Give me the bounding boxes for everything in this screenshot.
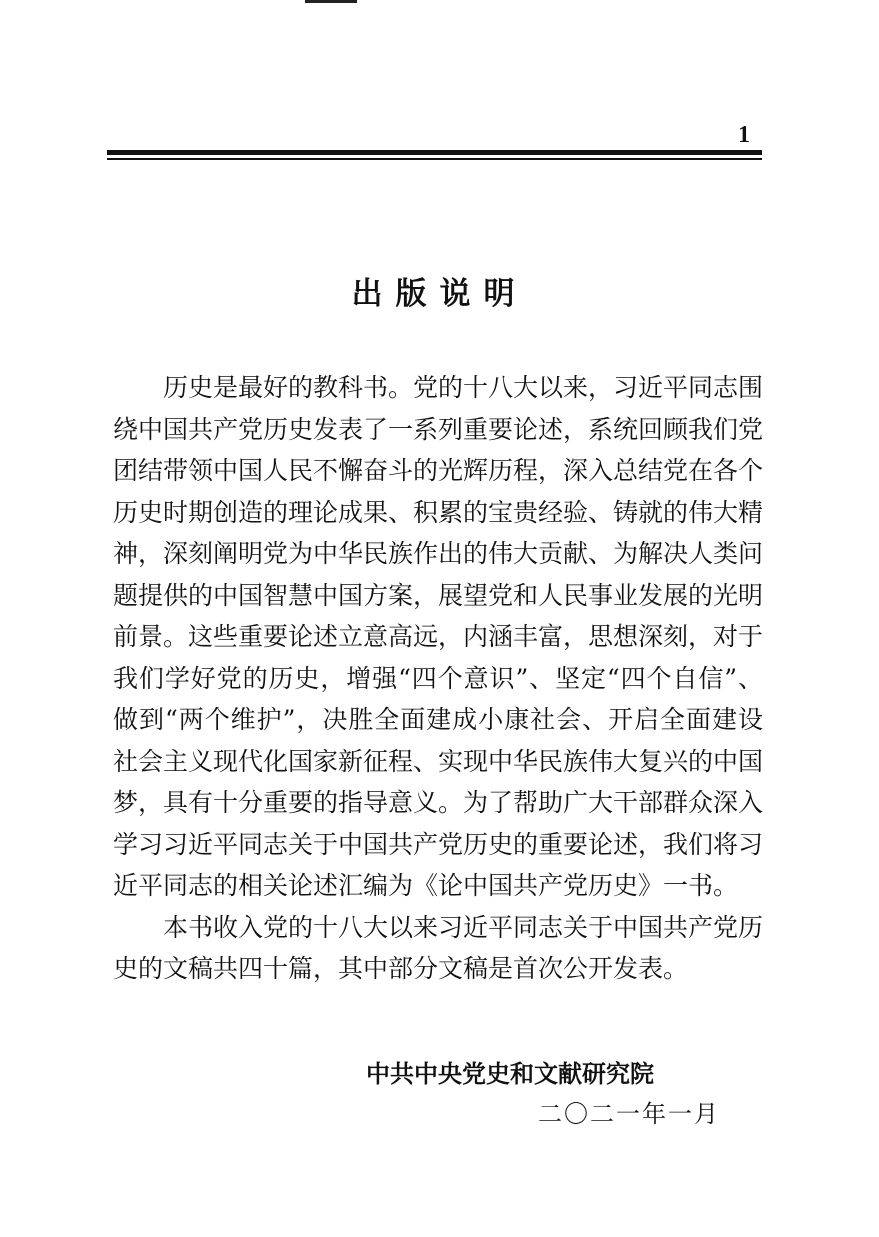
paragraph-1: 历史是最好的教科书。党的十八大以来，习近平同志围绕中国共产党历史发表了一系列重要论述，系统回顾我们党团结带领中国人民不懈奋斗的光辉历程，深入总结党在各个历史时期创造的理论成果、积累的宝贵经验、铸就的伟大精神，深刻阐明党为中华民族作出的伟大贡献、为解决人类问题提供的中国智慧中国方案，展望党和人民事业发展的光明前景。这些重要论述立意高远，内涵丰富，思想深刻，对于我们学好党的历史，增强“四个意识”、坚定“四个自信”、做到“两个维护”，决胜全面建成小康社会、开启全面建设社会主义现代化国家新征程、实现中华民族伟大复兴的中国梦，具有十分重要的指导意义。为了帮助广大干部群众深入学习习近平同志关于中国共产党历史的重要论述，我们将习近平同志的相关论述汇编为《论中国共产党历史》一书。 <box>113 373 764 900</box>
header-rule-thick <box>107 150 762 155</box>
signature-organization: 中共中央党史和文献研究院 <box>366 1060 654 1088</box>
page-number: 1 <box>738 122 750 148</box>
body-text <box>113 367 763 990</box>
paragraph-2: 本书收入党的十八大以来习近平同志关于中国共产党历史的文稿共四十篇，其中部分文稿是首次公开发表。 <box>113 912 764 983</box>
page-title: 出版说明 <box>351 276 528 312</box>
top-edge-mark <box>305 0 357 3</box>
header-rule-thin <box>107 158 762 160</box>
signature-date: 二〇二一年一月 <box>538 1100 720 1128</box>
